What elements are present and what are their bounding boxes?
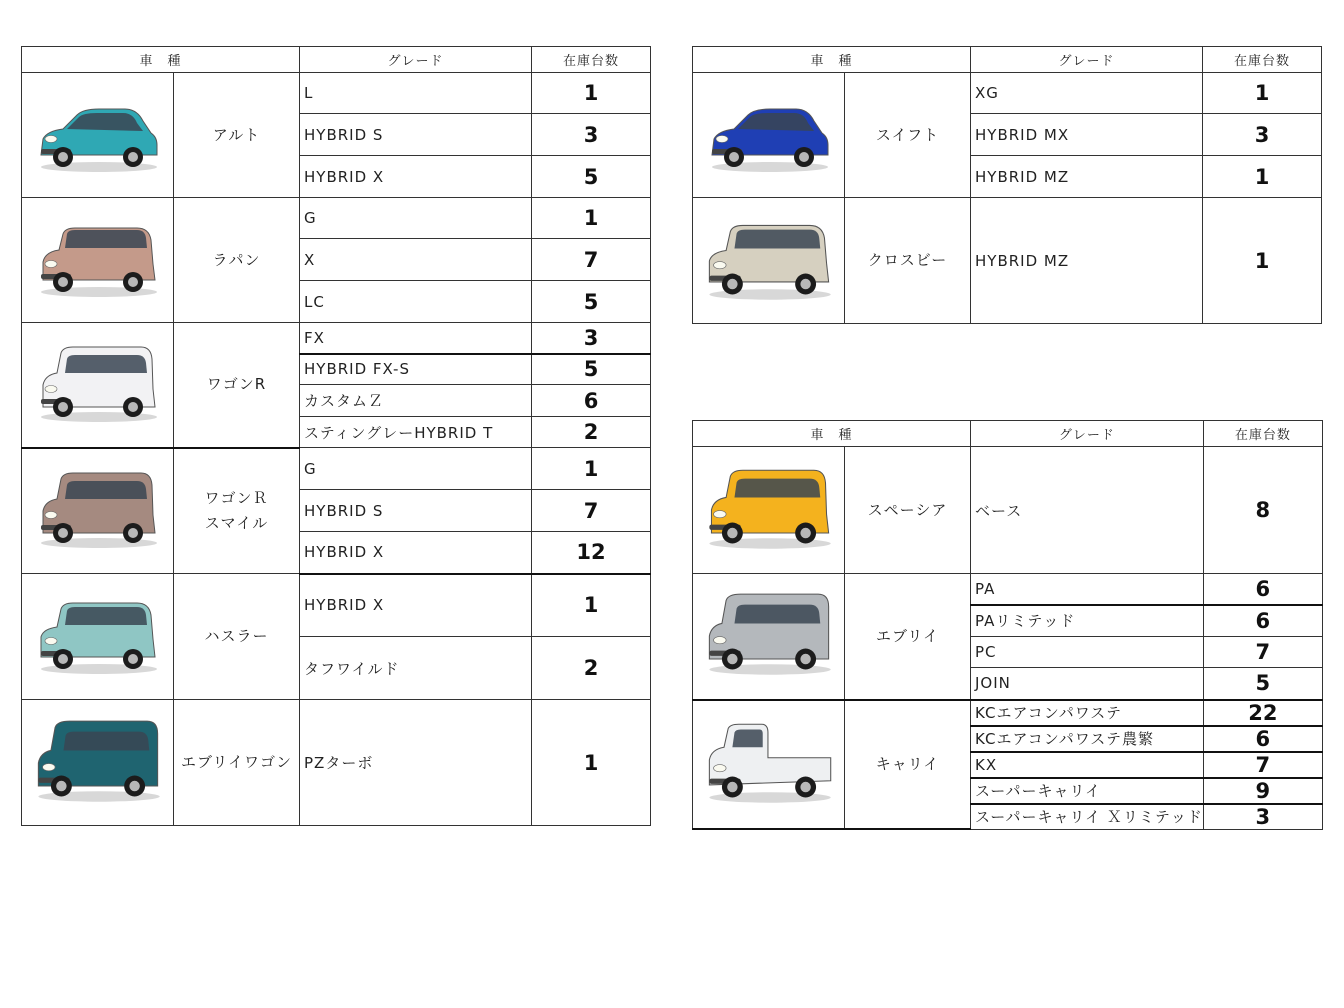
car-hubcap: [727, 528, 737, 538]
header-grade: グレード: [971, 421, 1204, 447]
grade-cell: スティングレーHYBRID T: [300, 417, 532, 448]
car-hubcap: [727, 782, 737, 792]
grade-cell: HYBRID FX-S: [300, 354, 532, 385]
stock-count: 3: [1203, 804, 1322, 830]
car-hubcap: [800, 528, 810, 538]
stock-count: 5: [532, 281, 651, 323]
stock-count: 3: [532, 323, 651, 354]
grade-cell: PC: [971, 637, 1204, 668]
grade-cell: HYBRID S: [300, 114, 532, 156]
stock-count: 1: [532, 700, 651, 826]
model-name: アルト: [174, 73, 300, 198]
stock-count: 1: [532, 198, 651, 239]
car-photo: [33, 343, 163, 427]
stock-table-right-bottom: [692, 420, 1323, 830]
car-window: [63, 731, 149, 750]
stock-count: 8: [1203, 447, 1322, 574]
car-photo: [701, 720, 837, 808]
car-headlight: [713, 765, 726, 772]
grade-cell: スーパーキャリイ: [971, 778, 1204, 804]
car-hubcap: [800, 278, 810, 288]
grade-cell: HYBRID X: [300, 156, 532, 198]
grade-cell: KX: [971, 752, 1204, 778]
grade-cell: HYBRID MZ: [971, 156, 1203, 198]
stock-count: 7: [532, 490, 651, 532]
car-image-wagon-r: [22, 323, 174, 448]
car-photo: [33, 218, 163, 302]
model-name: ハスラー: [174, 574, 300, 700]
grade-cell: HYBRID X: [300, 574, 532, 637]
car-window: [65, 355, 147, 373]
stock-count: 1: [1203, 73, 1322, 114]
car-window: [65, 607, 147, 625]
grade-cell: PAリミテッド: [971, 605, 1204, 637]
model-name: エブリイ: [845, 574, 971, 700]
stock-count: 12: [532, 532, 651, 574]
car-hubcap: [727, 654, 737, 664]
car-body: [709, 724, 830, 785]
car-image-lapin: [22, 198, 174, 323]
car-window: [734, 479, 820, 498]
model-name: [174, 448, 300, 574]
car-hubcap: [58, 152, 68, 162]
stock-count: 5: [1203, 668, 1322, 700]
header-stock: 在庫台数: [1203, 47, 1322, 73]
grade-cell: G: [300, 448, 532, 490]
car-headlight: [45, 385, 57, 392]
car-headlight: [713, 261, 726, 268]
header-grade: グレード: [971, 47, 1203, 73]
header-model: 車 種: [693, 47, 971, 73]
grade-cell: タフワイルド: [300, 637, 532, 700]
car-hubcap: [128, 402, 138, 412]
car-hubcap: [128, 152, 138, 162]
car-image-hustler: [22, 574, 174, 700]
grade-cell: XG: [971, 73, 1203, 114]
car-hubcap: [128, 277, 138, 287]
model-name-line1: ワゴンＲ: [204, 488, 269, 507]
car-photo: [33, 93, 163, 177]
grade-cell: LC: [300, 281, 532, 323]
model-name: スイフト: [845, 73, 971, 198]
stock-count: 6: [1203, 574, 1322, 605]
car-window: [734, 229, 820, 248]
car-image-every-wagon: [22, 700, 174, 826]
stock-count: 1: [532, 73, 651, 114]
car-image-spacia: [693, 447, 845, 574]
car-photo: [33, 469, 163, 553]
car-hubcap: [800, 782, 810, 792]
car-image-alto: [22, 73, 174, 198]
grade-cell: HYBRID S: [300, 490, 532, 532]
car-hubcap: [58, 402, 68, 412]
car-body: [709, 594, 828, 659]
grade-cell: FX: [300, 323, 532, 354]
car-hubcap: [128, 528, 138, 538]
car-hubcap: [729, 152, 739, 162]
header-stock: 在庫台数: [532, 47, 651, 73]
stock-count: 6: [532, 385, 651, 417]
car-photo: [701, 93, 837, 177]
grade-cell: JOIN: [971, 668, 1204, 700]
car-hubcap: [56, 780, 66, 790]
grade-cell: X: [300, 239, 532, 281]
car-photo: [701, 465, 837, 555]
car-headlight: [713, 511, 726, 518]
model-name: ラパン: [174, 198, 300, 323]
stock-count: 2: [532, 417, 651, 448]
car-headlight: [716, 136, 728, 143]
grade-cell: G: [300, 198, 532, 239]
stock-count: 6: [1203, 726, 1322, 752]
stock-count: 1: [1203, 198, 1322, 324]
car-image-carry: [693, 700, 845, 830]
car-window: [734, 605, 820, 624]
header-model: 車 種: [22, 47, 300, 73]
car-photo: [701, 591, 837, 681]
car-hubcap: [58, 277, 68, 287]
header-stock: 在庫台数: [1203, 421, 1322, 447]
car-hubcap: [58, 528, 68, 538]
stock-table-right-top: [692, 46, 1322, 324]
stock-count: 3: [532, 114, 651, 156]
car-image-every: [693, 574, 845, 700]
stock-count: 3: [1203, 114, 1322, 156]
car-headlight: [45, 511, 57, 518]
grade-cell: KCエアコンパワステ: [971, 700, 1204, 726]
stock-count: 1: [532, 448, 651, 490]
grade-cell: L: [300, 73, 532, 114]
model-name: キャリイ: [845, 700, 971, 830]
stock-table-left: [21, 46, 651, 826]
stock-count: 5: [532, 354, 651, 385]
stock-count: 2: [532, 637, 651, 700]
car-hubcap: [799, 152, 809, 162]
car-headlight: [45, 261, 57, 268]
car-hubcap: [58, 654, 68, 664]
car-headlight: [42, 763, 55, 770]
stock-count: 22: [1203, 700, 1322, 726]
model-name-line2: スマイル: [204, 513, 269, 532]
car-hubcap: [800, 654, 810, 664]
model-name: ワゴンR: [174, 323, 300, 448]
car-hubcap: [727, 278, 737, 288]
car-body: [38, 721, 157, 786]
grade-cell: KCエアコンパワステ農繁: [971, 726, 1204, 752]
model-name: エブリイワゴン: [174, 700, 300, 826]
car-headlight: [45, 637, 57, 644]
car-window: [65, 230, 147, 248]
stock-count: 7: [532, 239, 651, 281]
stock-count: 5: [532, 156, 651, 198]
car-headlight: [713, 637, 726, 644]
car-window: [65, 481, 147, 499]
car-photo: [33, 595, 163, 679]
grade-cell: PA: [971, 574, 1204, 605]
grade-cell: スーパーキャリイ Ｘリミテッド: [971, 804, 1204, 830]
grade-cell: ベース: [971, 447, 1204, 574]
stock-count: 7: [1203, 637, 1322, 668]
grade-cell: HYBRID X: [300, 532, 532, 574]
car-image-wagon-r-smile: [22, 448, 174, 574]
car-photo: [701, 217, 837, 305]
car-headlight: [45, 136, 57, 143]
car-image-swift: [693, 73, 845, 198]
header-grade: グレード: [300, 47, 532, 73]
model-name: クロスビー: [845, 198, 971, 324]
stock-count: 1: [1203, 156, 1322, 198]
grade-cell: HYBRID MX: [971, 114, 1203, 156]
model-name: スペーシア: [845, 447, 971, 574]
stock-count: 9: [1203, 778, 1322, 804]
car-hubcap: [129, 780, 139, 790]
header-model: 車 種: [693, 421, 971, 447]
car-window: [732, 730, 762, 748]
stock-count: 1: [532, 574, 651, 637]
car-hubcap: [128, 654, 138, 664]
stock-count: 6: [1203, 605, 1322, 637]
grade-cell: カスタムＺ: [300, 385, 532, 417]
grade-cell: PZターボ: [300, 700, 532, 826]
grade-cell: HYBRID MZ: [971, 198, 1203, 324]
stock-count: 7: [1203, 752, 1322, 778]
car-image-xbee: [693, 198, 845, 324]
car-photo: [30, 717, 166, 809]
